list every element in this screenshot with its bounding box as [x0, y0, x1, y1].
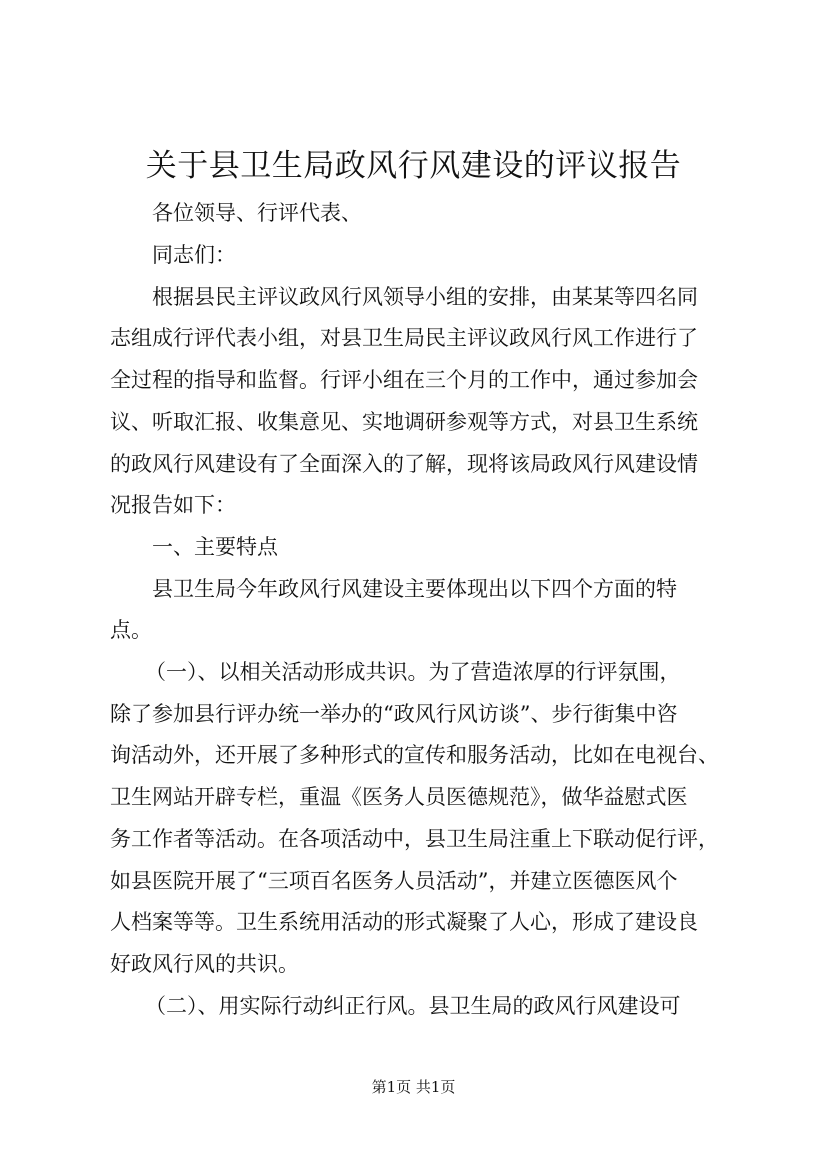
subsection-line: （二）、用实际行动纠正行风。县卫生局的政风行风建设可: [145, 994, 681, 1018]
paragraph-line: 况报告如下：: [110, 493, 236, 517]
paragraph-line: 的政风行风建设有了全面深入的了解，现将该局政风行风建设情: [110, 452, 698, 476]
paragraph-line: 志组成行评代表小组，对县卫生局民主评议政风行风工作进行了: [110, 326, 698, 350]
paragraph-line: 如县医院开展了“三项百名医务人员活动”，并建立医德医风个: [110, 869, 678, 893]
paragraph-line: 务工作者等活动。在各项活动中，县卫生局注重上下联动促行评，: [110, 827, 719, 851]
section-heading: 一、主要特点: [152, 535, 278, 559]
paragraph-line: 好政风行风的共识。: [110, 952, 299, 976]
subsection-line: （一）、以相关活动形成共识。为了营造浓厚的行评氛围，: [145, 660, 681, 684]
paragraph-line: 点。: [110, 618, 152, 642]
document-title: 关于县卫生局政风行风建设的评议报告: [145, 148, 682, 184]
page-footer: 第1页 共1页: [371, 1078, 456, 1096]
paragraph-line: 议、听取汇报、收集意见、实地调研参观等方式，对县卫生系统: [110, 410, 698, 434]
salutation-line-2: 同志们：: [152, 243, 236, 267]
paragraph-line: 卫生网站开辟专栏，重温《医务人员医德规范》，做华益慰式医: [110, 785, 688, 809]
paragraph-line: 根据县民主评议政风行风领导小组的安排，由某某等四名同: [152, 285, 698, 309]
paragraph-line: 人档案等等。卫生系统用活动的形式凝聚了人心，形成了建设良: [110, 910, 698, 934]
salutation-line-1: 各位领导、行评代表、: [152, 201, 362, 225]
paragraph-line: 县卫生局今年政风行风建设主要体现出以下四个方面的特: [152, 577, 677, 601]
paragraph-line: 除了参加县行评办统一举办的“政风行风访谈”、步行街集中咨: [110, 702, 678, 726]
paragraph-line: 询活动外，还开展了多种形式的宣传和服务活动，比如在电视台、: [110, 743, 719, 767]
paragraph-line: 全过程的指导和监督。行评小组在三个月的工作中，通过参加会: [110, 368, 698, 392]
